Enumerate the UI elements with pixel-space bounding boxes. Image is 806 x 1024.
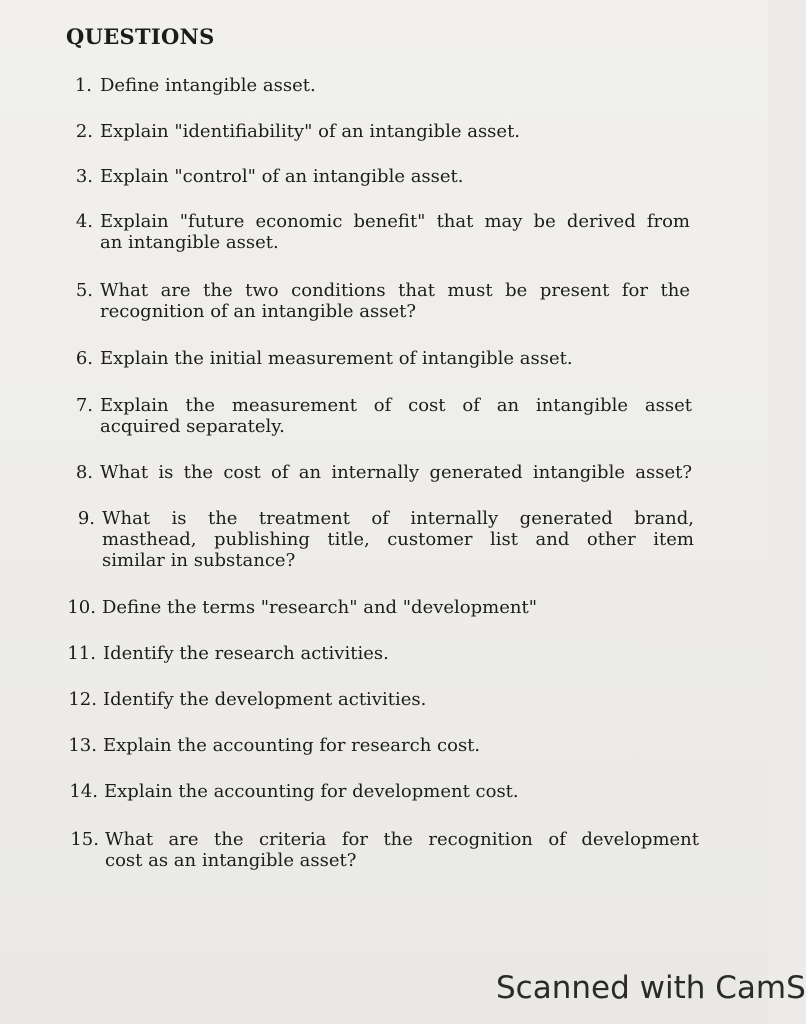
question-text	[100, 166, 700, 187]
question-text	[100, 462, 692, 483]
question-number: 14.	[69, 781, 98, 802]
question-text	[104, 781, 704, 802]
question-line: What is the cost of an internally generated intangible asset?	[100, 462, 692, 483]
page-heading: QUESTIONS	[66, 24, 215, 49]
question-number: 5.	[75, 280, 93, 301]
question-number: 15.	[70, 829, 99, 850]
question-line: Explain the measurement of cost of an intangible asset	[100, 395, 692, 416]
question-line: Explain the accounting for research cost.	[103, 735, 481, 756]
question-number: 3.	[75, 166, 93, 187]
question-line: What are the criteria for the recognition of development	[105, 829, 699, 850]
question-number: 4.	[75, 211, 93, 232]
question-line: Define intangible asset.	[100, 75, 316, 96]
question-number: 12.	[68, 689, 97, 710]
question-text	[102, 508, 694, 571]
question-number: 7.	[75, 395, 93, 416]
question-line: What is the treatment of internally generated brand,	[102, 508, 694, 529]
question-line: Explain "future economic benefit" that may be derived from	[100, 211, 690, 232]
question-number: 13.	[68, 735, 97, 756]
question-line: Explain the accounting for development cost.	[104, 781, 519, 802]
question-line: cost as an intangible asset?	[105, 850, 357, 871]
question-line: Identify the development activities.	[103, 689, 427, 710]
question-line: recognition of an intangible asset?	[100, 301, 417, 322]
question-line: masthead, publishing title, customer list and other item	[102, 529, 694, 550]
question-text	[100, 280, 690, 322]
question-text	[100, 211, 690, 253]
question-text	[105, 829, 699, 871]
scanner-watermark: Scanned with CamS	[496, 970, 806, 1006]
question-number: 11.	[67, 643, 96, 664]
question-line: acquired separately.	[100, 416, 285, 437]
question-line: Explain "control" of an intangible asset.	[100, 166, 464, 187]
question-number: 8.	[75, 462, 93, 483]
question-line: similar in substance?	[102, 550, 296, 571]
question-line: Define the terms "research" and "development"	[102, 597, 537, 618]
question-number: 6.	[75, 348, 93, 369]
question-number: 10.	[67, 597, 96, 618]
question-number: 2.	[75, 121, 93, 142]
question-number: 1.	[74, 75, 92, 96]
question-line: an intangible asset.	[100, 232, 279, 253]
question-text	[100, 395, 692, 437]
question-line: Explain "identifiability" of an intangible asset.	[100, 121, 521, 142]
question-text	[100, 348, 700, 369]
question-text	[102, 597, 702, 618]
question-text	[100, 121, 700, 142]
question-text	[103, 643, 703, 664]
question-line: What are the two conditions that must be present for the	[100, 280, 690, 301]
question-line: Explain the initial measurement of intangible asset.	[100, 348, 573, 369]
question-text	[103, 735, 703, 756]
question-text	[100, 75, 700, 96]
question-line: Identify the research activities.	[103, 643, 389, 664]
question-number: 9.	[77, 508, 95, 529]
question-text	[103, 689, 703, 710]
